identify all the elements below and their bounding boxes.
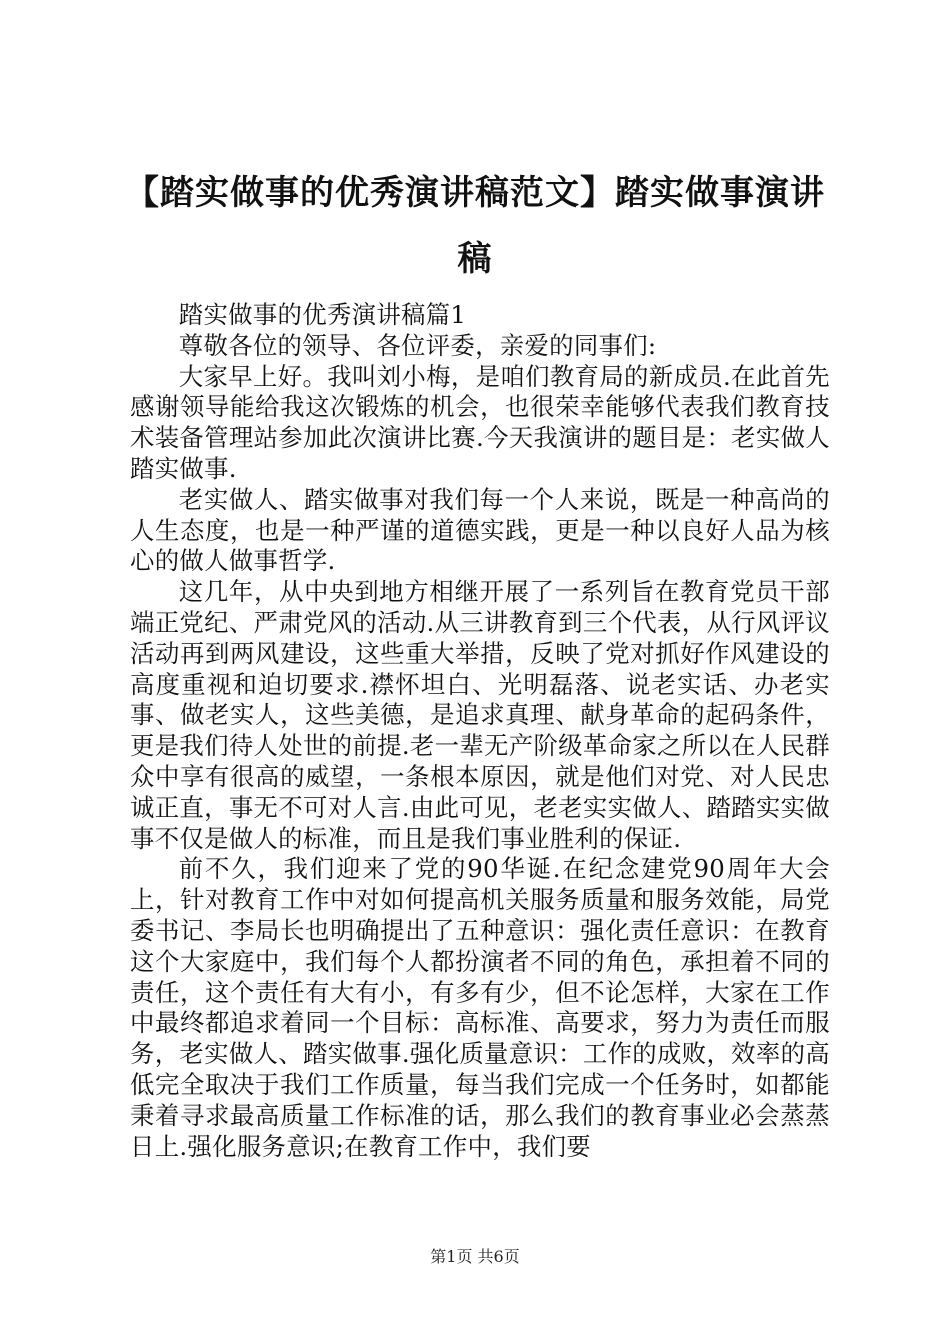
paragraph: 前不久，我们迎来了党的90华诞.在纪念建党90周年大会上，针对教育工作中对如何提高机关服务质量和服务效能，局党委书记、李局长也明确提出了五种意识：强化责任意识：在教育这个大家庭中，我们每个人都扮演者不同的角色，承担着不同的责任，这个责任有大有小，有多有少，但不论怎样，大家在工作中最终都追求着同一个目标：高标准、高要求，努力为责任而服务，老实做人、踏实做事.强化质量意识：工作的成败，效率的高低完全取决于我们工作质量，每当我们完成一个任务时，如都能秉着寻求最高质量工作标准的话，那么我们的教育事业必会蒸蒸日上.强化服务意识;在教育工作中，我们要 [130,854,830,1161]
paragraph: 大家早上好。我叫刘小梅，是咱们教育局的新成员.在此首先感谢领导能给我这次锻炼的机会，也很荣幸能够代表我们教育技术装备管理站参加此次演讲比赛.今天我演讲的题目是：老实做人踏实做事. [130,361,830,483]
paragraph: 这几年，从中央到地方相继开展了一系列旨在教育党员干部端正党纪、严肃党风的活动.从三讲教育到三个代表，从行风评议活动再到两风建设，这些重大举措，反映了党对抓好作风建设的高度重视和迫切要求.襟怀坦白、光明磊落、说老实话、办老实事、做老实人，这些美德，是追求真理、献身革命的起码条件，更是我们待人处世的前提.老一辈无产阶级革命家之所以在人民群众中享有很高的威望，一条根本原因，就是他们对党、对人民忠诚正直，事无不可对人言.由此可见，老老实实做人、踏踏实实做事不仅是做人的标准，而且是我们事业胜利的保证. [130,577,830,853]
paragraph-salutation: 尊敬各位的领导、各位评委，亲爱的同事们: [178,330,657,360]
document-body [130,300,830,1162]
paragraph: 老实做人、踏实做事对我们每一个人来说，既是一种高尚的人生态度，也是一种严谨的道德实践，更是一种以良好人品为核心的做人做事哲学. [130,484,830,576]
page-number-footer: 第1页 共6页 [430,1247,520,1266]
document-title: 【踏实做事的优秀演讲稿范文】踏实做事演讲稿 [125,173,825,279]
paragraph-heading: 踏实做事的优秀演讲稿篇1 [178,300,467,329]
